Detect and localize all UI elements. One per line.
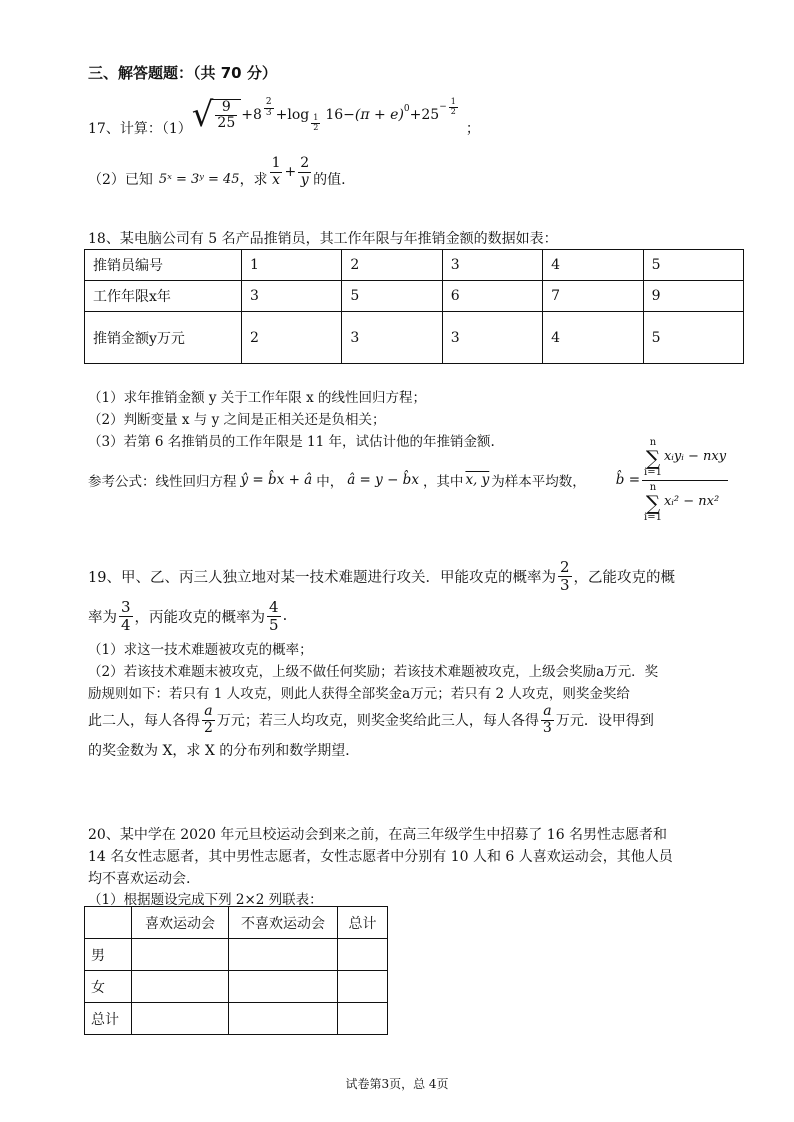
q18-data-table — [84, 249, 744, 364]
q20-contingency-table — [84, 906, 388, 1035]
table-row: 男 — [85, 939, 388, 971]
q19-item-2-line4: 的奖金数为 X，求 X 的分布列和数学期望． — [88, 743, 360, 759]
q20-line3: 均不喜欢运动会. — [88, 871, 191, 887]
q17-prefix: 17、计算：（1） — [88, 121, 192, 137]
q17-suffix: ； — [465, 121, 480, 137]
section-heading: 三、解答题题：（共 70 分） — [88, 64, 277, 82]
q19-line2: 率为 $\frac{3}{4}$ ，丙能攻克的概率为 $\frac{4}{5}$ . — [88, 598, 288, 634]
sqrt-icon: √ — [191, 95, 214, 135]
q17-condition: 5ˣ = 3ʸ = 45 — [158, 171, 240, 187]
page-footer: 试卷第3页，总 4页 — [345, 1077, 449, 1091]
q19-line1: 19、甲、乙、丙三人独立地对某一技术难题进行攻关．甲能攻克的概率为 $\frac{2}{3}$ ，乙能攻克的概 — [88, 558, 675, 594]
q17-line2: （2）已知 5ˣ = 3ʸ = 45 ，求 $\frac{1}{x}$ + $\frac{2}{y}$ 的值. — [88, 155, 346, 188]
q18-item-1: （1）求年推销金额 y 关于工作年限 x 的线性回归方程； — [88, 390, 426, 406]
q19-item-2-line1: （2）若该技术难题末被攻克，上级不做任何奖励；若该技术难题被攻克，上级会奖励a万元．奖 — [88, 664, 659, 680]
q18-item-2: （2）判断变量 x 与 y 之间是正相关还是负相关； — [88, 412, 386, 428]
q17-line1 — [88, 90, 480, 140]
table-row: 工作年限x年 3 5 6 7 9 — [85, 281, 744, 312]
q20-line1: 20、某中学在 2020 年元旦校运动会到来之前，在高三年级学生中招募了 16 名男性志愿者和 — [88, 827, 668, 843]
q17-expression: √ $\frac{9}{25}$ +8 $\frac{2}{3}$ +log $\frac{1}{2}$ 16 −(π + e) 0 +25 − $\frac{1}{2}$ — [191, 95, 456, 135]
table-row: 女 — [85, 971, 388, 1003]
q19-item-2-line3: 此二人，每人各得 $\frac{a}{2}$ 万元；若三人均攻克，则奖金奖给此三人，每人各得 $\frac{a}{3}$ 万元．设甲得到 — [88, 703, 654, 736]
table-row: 总计 — [85, 1003, 388, 1035]
q18-intro: 18、某电脑公司有 5 名产品推销员，其工作年限与年推销金额的数据如表： — [88, 231, 558, 247]
q20-item-1: （1）根据题设完成下列 2×2 列联表： — [88, 892, 323, 908]
table-row: 推销员编号 1 2 3 4 5 — [85, 250, 744, 281]
q18-item-3: （3）若第 6 名推销员的工作年限是 11 年，试估计他的年推销金额. — [88, 434, 495, 450]
q20-line2: 14 名女性志愿者，其中男性志愿者，女性志愿者中分别有 10 人和 6 人喜欢运动会，其他人员 — [88, 849, 673, 865]
q19-item-1: （1）求这一技术难题被攻克的概率； — [88, 642, 313, 658]
table-row: 推销金额y万元 2 3 3 4 5 — [85, 312, 744, 364]
table-row: 喜欢运动会 不喜欢运动会 总计 — [85, 907, 388, 939]
q19-item-2-line2: 励规则如下：若只有 1 人攻克，则此人获得全部奖金a万元；若只有 2 人攻克，则奖金奖给 — [88, 686, 630, 702]
q18-reference-formula: 参考公式：线性回归方程 ŷ = b̂x + â 中， â = y − b̂x ，其中 x, y 为样本平均数， b̂ = n ∑ i=1 xᵢyᵢ − nxy n ∑ i=1 xᵢ² − nx² — [88, 436, 727, 523]
